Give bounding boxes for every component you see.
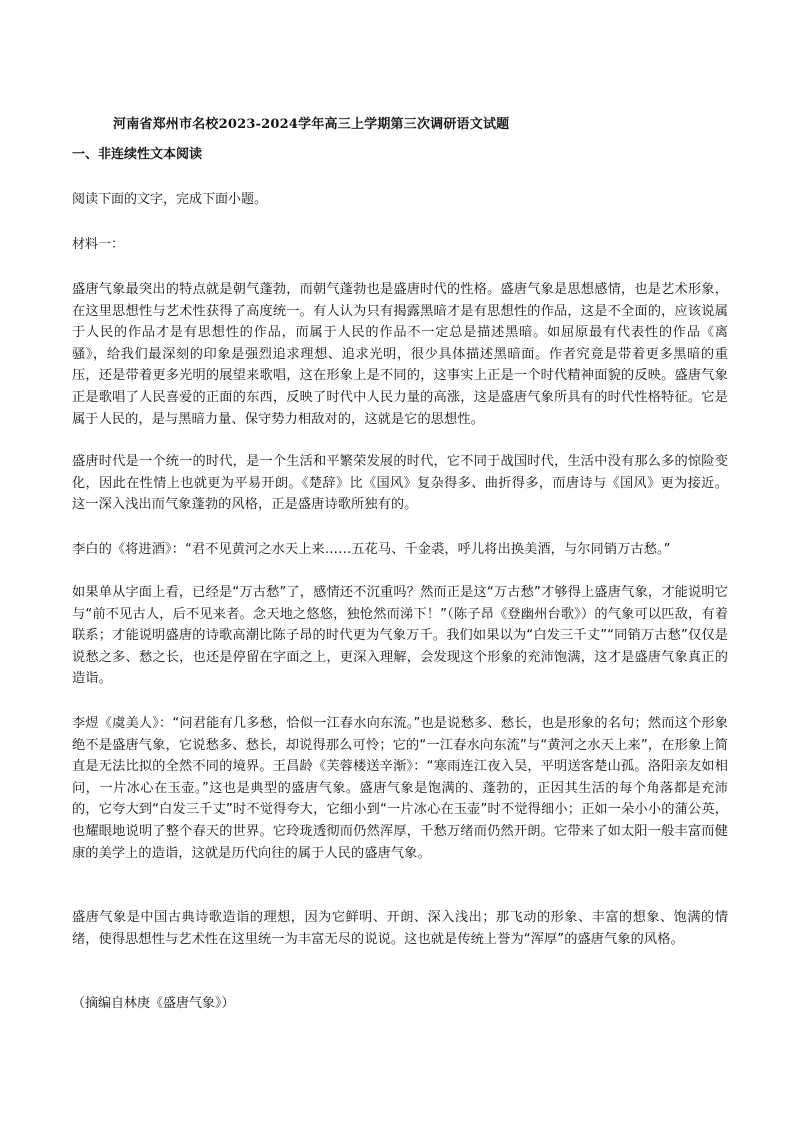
paragraph-1: 盛唐气象最突出的特点就是朝气蓬勃，而朝气蓬勃也是盛唐时代的性格。盛唐气象是思想感情，也是艺术形象，在这里思想性与艺术性获得了高度统一。有人认为只有揭露黑暗才是有思想性的作品，这是不全面的，应该说属于人民的作品才是有思想性的作品，而属于人民的作品不一定总是描述黑暗。如屈原最有代表性的作品《离骚》，给我们最深刻的印象是强烈追求理想、追求光明，很少具体描述黑暗面。作者究竟是带着更多黑暗的重压，还是带着更多光明的展望来歌唱，这在形象上是不同的，这事实上正是一个时代精神面貌的反映。盛唐气象正是歌唱了人民喜爱的正面的东西，反映了时代中人民力量的高涨，这是盛唐气象所具有的时代性格特征。它是属于人民的，是与黑暗力量、保守势力相敌对的，这就是它的思想性。 [72,282,728,427]
section-heading: 一、非连续性文本阅读 [72,147,203,162]
paragraph-2: 盛唐时代是一个统一的时代，是一个生活和平繁荣发展的时代，它不同于战国时代，生活中没有那么多的惊险变化，因此在性情上也就更为平易开朗。《楚辞》比《国风》复杂得多、曲折得多，而唐诗与《国风》更为接近。这一深入浅出而气象蓬勃的风格，正是盛唐诗歌所独有的。 [72,454,728,513]
paragraph-6: 盛唐气象是中国古典诗歌造诣的理想，因为它鲜明、开朗、深入浅出；那飞动的形象、丰富的想象、饱满的情绪，使得思想性与艺术性在这里统一为丰富无尽的说说。这也就是传统上誉为“浑厚”的盛唐气象的风格。 [72,910,728,947]
paragraph-5: 李煜《虞美人》：“问君能有几多愁，恰似一江春水向东流。”也是说愁多、愁长，也是形象的名句；然而这个形象绝不是盛唐气象，它说愁多、愁长，却说得那么可怜；它的“一江春水向东流”与“黄河之水天上来”，在形象上简直是无法比拟的全然不同的境界。王昌龄《芙蓉楼送辛渐》：“寒雨连江夜入吴，平明送客楚山孤。洛阳亲友如相问，一片冰心在玉壶。”这也是典型的盛唐气象。盛唐气象是饱满的、蓬勃的，正因其生活的每个角落都是充沛的，它夸大到“白发三千丈”时不觉得夸大，它细小到“一片冰心在玉壶”时不觉得细小；正如一朵小小的蒲公英，也耀眼地说明了整个春天的世界。它玲珑透彻而仍然浑厚，千愁万绪而仍然开朗。它带来了如太阳一般丰富而健康的美学上的造诣，这就是历代向往的属于人民的盛唐气象。 [72,716,728,861]
material-label: 材料一： [72,237,125,252]
paragraph-4: 如果单从字面上看，已经是“万古愁”了，感情还不沉重吗？然而正是这“万古愁”才够得上盛唐气象，才能说明它与“前不见古人，后不见来者。念天地之悠悠，独怆然而涕下！”（陈子昂《登幽州台歌》）的气象可以匹敌，有着联系；才能说明盛唐的诗歌高潮比陈子昂的时代更为气象万千。我们如果以为“白发三千丈”“同销万古愁”仅仅是说愁之多、愁之长，也还是停留在字面之上，更深入理解，会发现这个形象的充沛饱满，这才是盛唐气象真正的造诣。 [72,585,728,687]
paragraph-3: 李白的《将进酒》：“君不见黄河之水天上来……五花马、千金裘，呼儿将出换美酒，与尔同销万古愁。” [72,542,671,557]
page-title: 河南省郑州市名校2023-2024学年高三上学期第三次调研语文试题 [113,117,510,132]
instruction-text: 阅读下面的文字，完成下面小题。 [72,192,268,207]
source-citation: （摘编自林庚《盛唐气象》） [72,996,235,1011]
